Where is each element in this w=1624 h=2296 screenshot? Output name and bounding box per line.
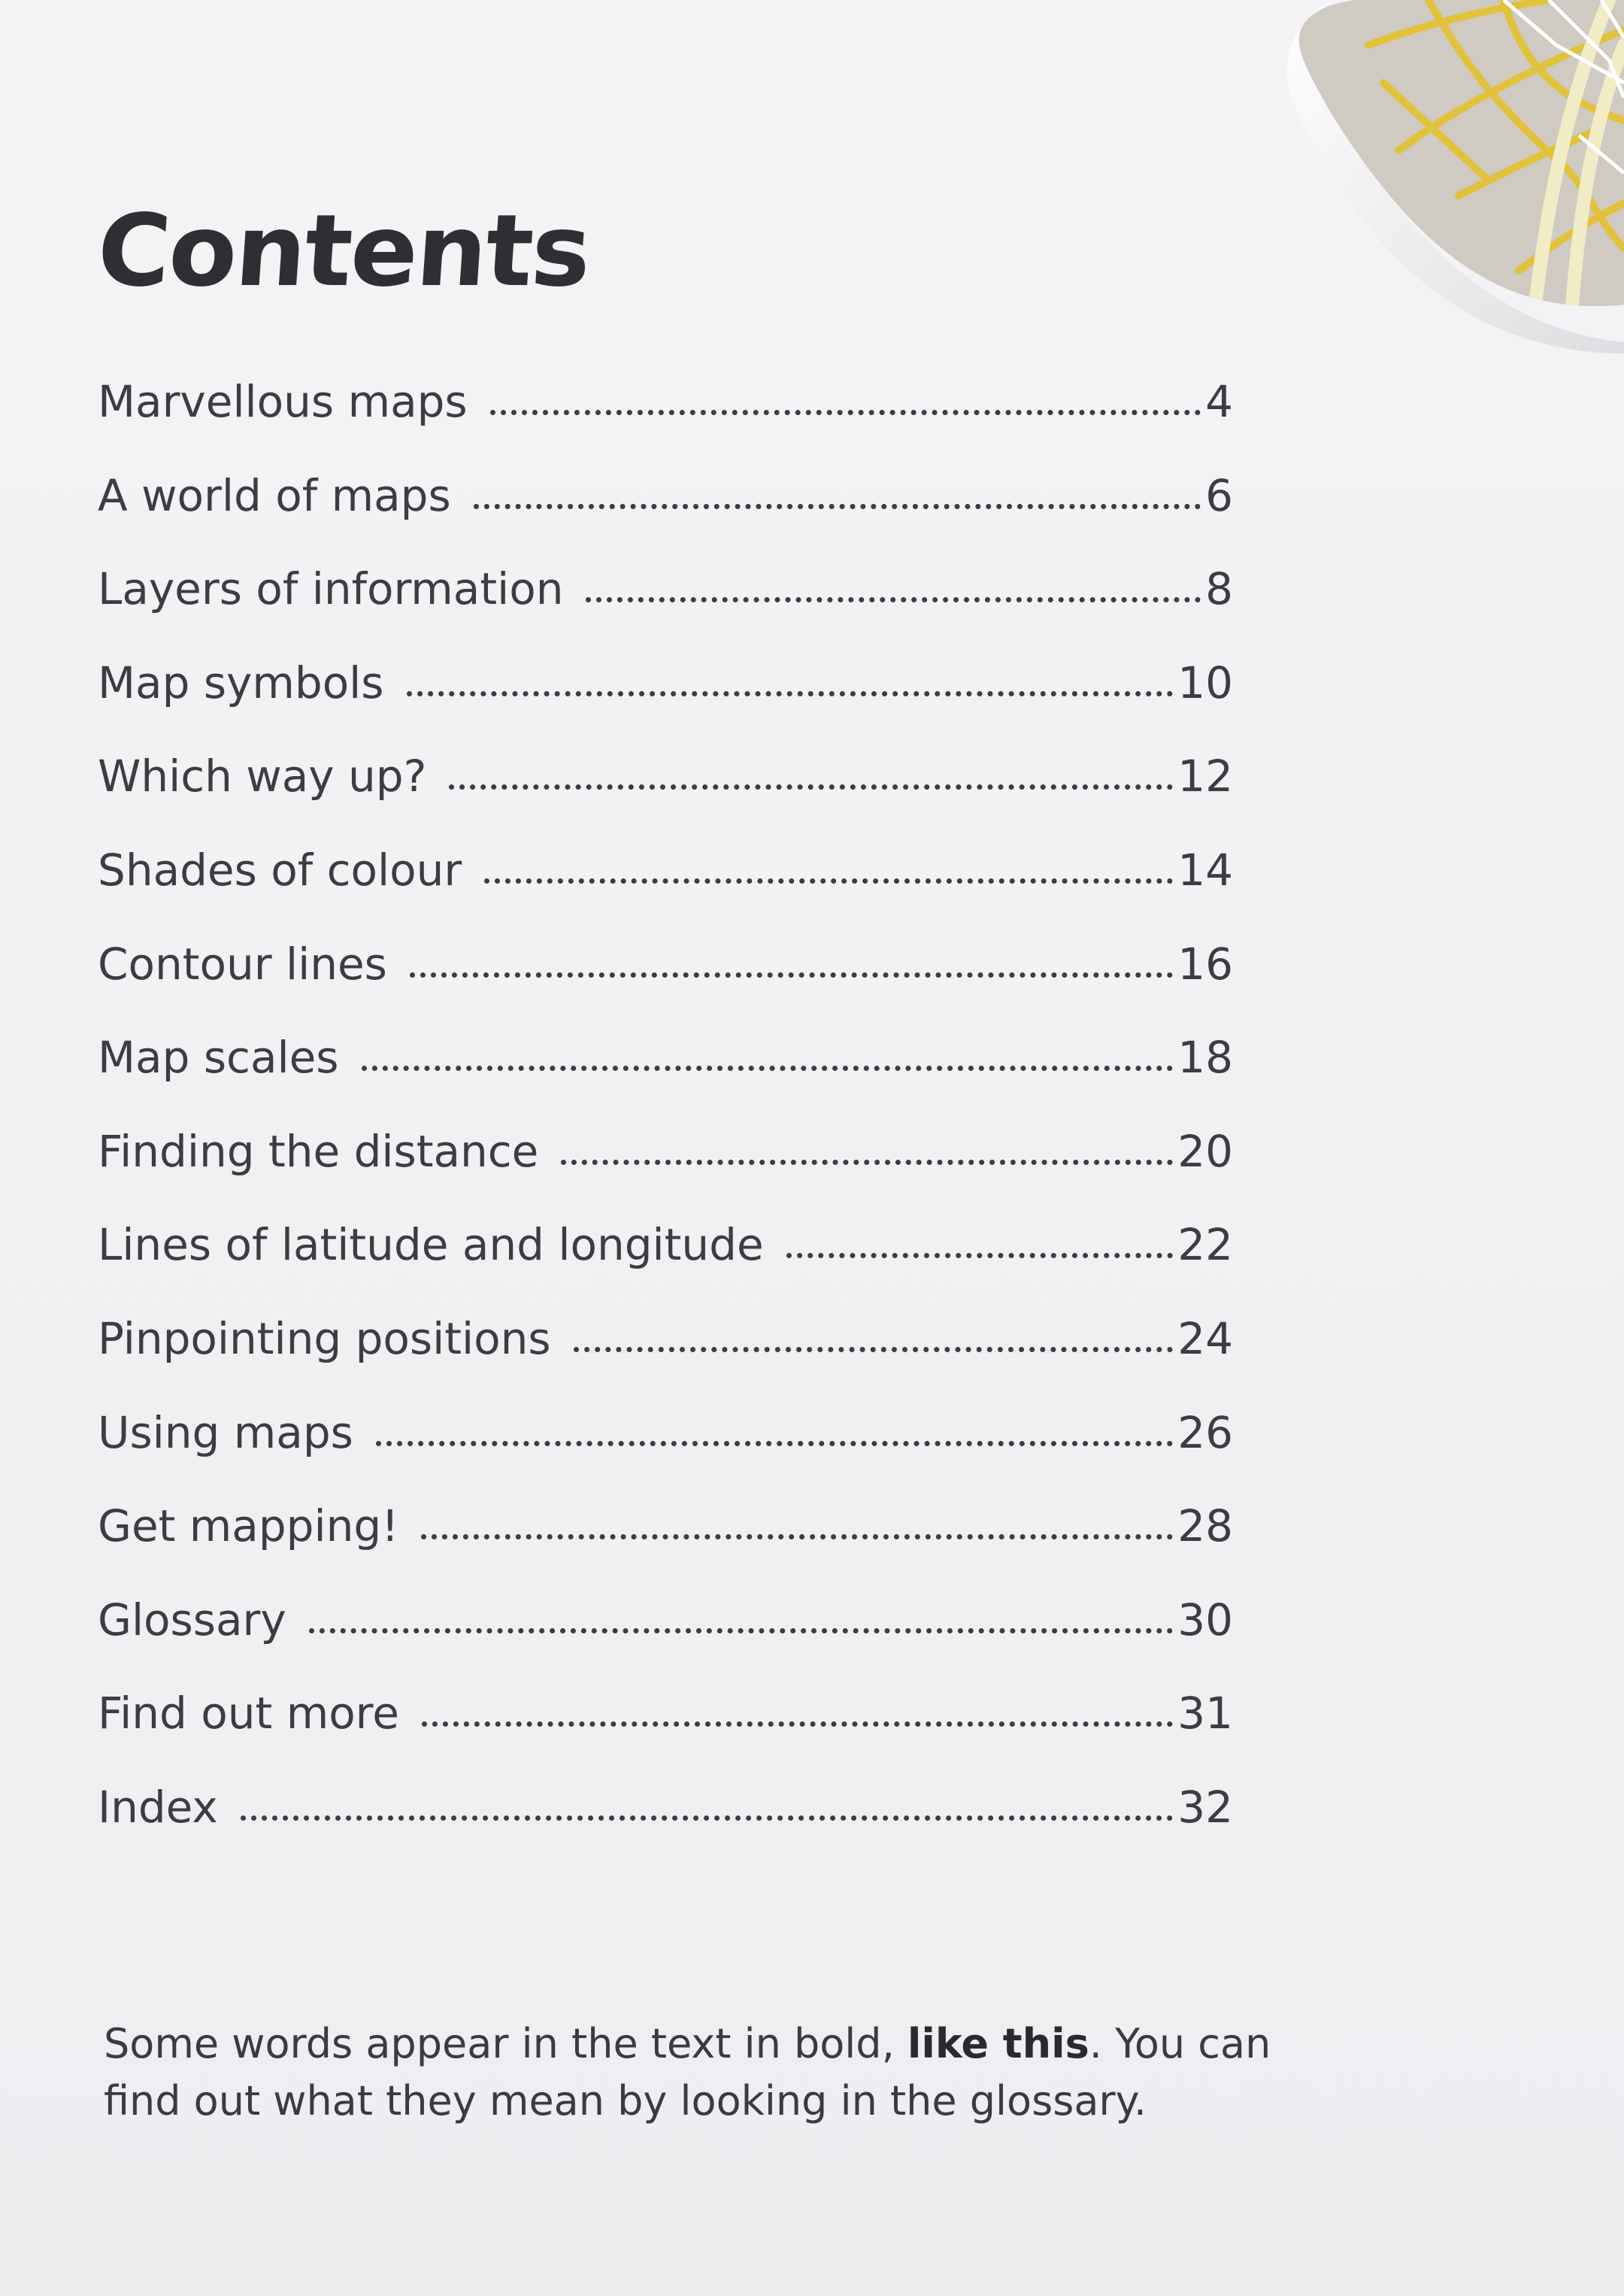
glossary-note-text: Some words appear in the text in bold, <box>104 2020 907 2067</box>
toc-entry[interactable] <box>98 1312 1233 1411</box>
toc-entry-label: Marvellous maps <box>98 376 468 427</box>
toc-entry[interactable] <box>98 1406 1233 1505</box>
toc-entry-page: 4 <box>1205 376 1233 427</box>
toc-leader-dots <box>407 684 1174 696</box>
toc-entry-label: Using maps <box>98 1406 353 1458</box>
toc-entry-page: 18 <box>1177 1032 1233 1084</box>
toc-entry[interactable] <box>98 1500 1233 1598</box>
toc-entry-label: A world of maps <box>98 469 451 521</box>
toc-entry-page: 26 <box>1177 1406 1233 1458</box>
glossary-note-text-end: . You can find out what they mean by looking in the glossary. <box>104 2020 1271 2125</box>
toc-leader-dots <box>484 871 1173 884</box>
toc-entry-label: Which way up? <box>98 751 427 802</box>
toc-entry-label: Index <box>98 1781 218 1833</box>
toc-entry-page: 24 <box>1177 1312 1233 1364</box>
glossary-note <box>104 2015 1344 2130</box>
toc-entry[interactable] <box>98 1032 1233 1130</box>
toc-entry-label: Glossary <box>98 1594 286 1645</box>
toc-entry-page: 14 <box>1177 844 1233 896</box>
toc-entry-page: 10 <box>1177 657 1233 708</box>
toc-leader-dots <box>586 590 1201 602</box>
decorative-map-corner <box>977 0 1624 353</box>
toc-entry[interactable] <box>98 1781 1233 1879</box>
toc-entry[interactable] <box>98 1594 1233 1692</box>
toc-leader-dots <box>421 1527 1173 1539</box>
toc-leader-dots <box>786 1245 1174 1258</box>
toc-leader-dots <box>561 1152 1173 1165</box>
toc-entry-page: 31 <box>1177 1688 1233 1739</box>
toc-entry-label: Lines of latitude and longitude <box>98 1219 764 1271</box>
toc-entry-page: 28 <box>1177 1500 1233 1552</box>
toc-entry-label: Contour lines <box>98 938 387 990</box>
toc-entry[interactable] <box>98 938 1233 1036</box>
table-of-contents <box>98 376 1233 1879</box>
toc-leader-dots <box>449 777 1173 790</box>
toc-entry-page: 32 <box>1177 1781 1233 1833</box>
toc-entry[interactable] <box>98 376 1233 474</box>
toc-entry-label: Find out more <box>98 1688 399 1739</box>
toc-entry-page: 22 <box>1177 1219 1233 1271</box>
toc-entry[interactable] <box>98 469 1233 568</box>
toc-entry-label: Map symbols <box>98 657 384 708</box>
toc-entry-label: Shades of colour <box>98 844 462 896</box>
toc-entry-label: Get mapping! <box>98 1500 399 1552</box>
toc-entry-page: 6 <box>1205 469 1233 521</box>
toc-entry-label: Map scales <box>98 1032 339 1084</box>
toc-leader-dots <box>574 1339 1174 1352</box>
toc-entry-label: Finding the distance <box>98 1125 539 1177</box>
toc-entry[interactable] <box>98 844 1233 942</box>
toc-entry-page: 12 <box>1177 751 1233 802</box>
toc-entry[interactable] <box>98 1219 1233 1317</box>
bold-example: like this <box>907 2020 1089 2067</box>
toc-entry-page: 20 <box>1177 1125 1233 1177</box>
toc-leader-dots <box>309 1621 1173 1633</box>
toc-entry[interactable] <box>98 563 1233 661</box>
toc-leader-dots <box>490 402 1201 415</box>
toc-leader-dots <box>376 1433 1173 1446</box>
toc-entry[interactable] <box>98 657 1233 755</box>
toc-entry-label: Pinpointing positions <box>98 1312 551 1364</box>
toc-entry[interactable] <box>98 1688 1233 1785</box>
toc-entry[interactable] <box>98 1125 1233 1224</box>
page-title: Contents <box>93 193 594 309</box>
toc-entry-page: 16 <box>1177 938 1233 990</box>
toc-leader-dots <box>410 965 1173 978</box>
toc-leader-dots <box>362 1058 1174 1071</box>
toc-entry[interactable] <box>98 751 1233 848</box>
toc-leader-dots <box>241 1808 1174 1821</box>
toc-leader-dots <box>474 496 1201 509</box>
toc-leader-dots <box>422 1714 1173 1727</box>
toc-entry-label: Layers of information <box>98 563 564 615</box>
toc-entry-page: 8 <box>1205 563 1233 615</box>
toc-entry-page: 30 <box>1177 1594 1233 1645</box>
